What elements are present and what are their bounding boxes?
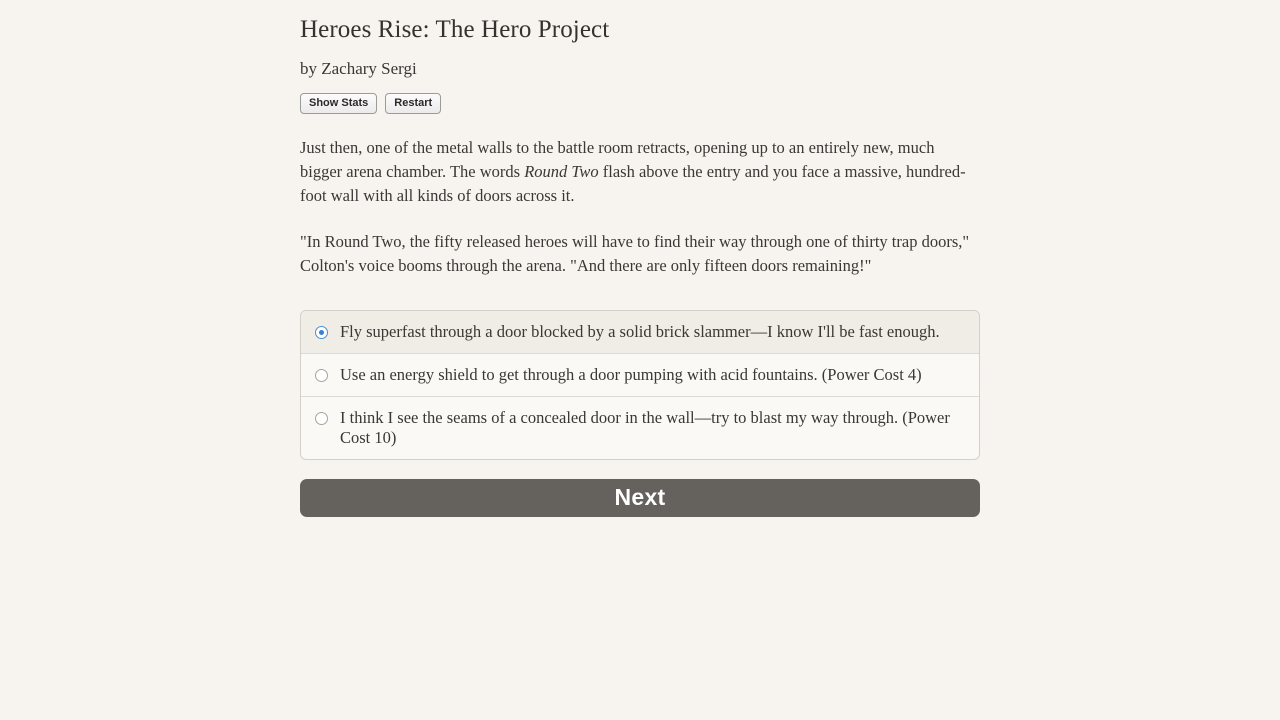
story-paragraph — [300, 208, 980, 278]
toolbar — [300, 93, 980, 114]
choice-label: Use an energy shield to get through a door pumping with acid fountains. (Power Cost 4) — [340, 364, 922, 384]
radio-button-icon[interactable] — [315, 326, 328, 339]
story-paragraph — [300, 114, 980, 208]
choice-label: Fly superfast through a door blocked by a solid brick slammer—I know I'll be fast enough. — [340, 321, 940, 341]
radio-button-icon[interactable] — [315, 412, 328, 425]
story-text — [300, 114, 980, 278]
story-text-run: flash above the entry and you face a massive, hundred-foot wall with all kinds of doors across it. — [300, 161, 966, 205]
choice-option[interactable] — [301, 311, 979, 354]
author-byline: by Zachary Sergi — [300, 58, 417, 78]
story-emphasis: Round Two — [524, 161, 599, 181]
choice-option[interactable] — [301, 354, 979, 397]
restart-button[interactable]: Restart — [385, 93, 441, 114]
choice-option[interactable] — [301, 397, 979, 459]
page-title: Heroes Rise: The Hero Project — [300, 16, 610, 43]
next-button[interactable]: Next — [300, 479, 980, 517]
story-text-run: Just then, one of the metal walls to the battle room retracts, opening up to an entirely new, much bigger arena chamber. The words — [300, 137, 935, 181]
game-container — [300, 0, 980, 517]
story-text-run: "In Round Two, the fifty released heroes will have to find their way through one of thirty trap doors," Colton's voice booms through the arena. "And there are only fifteen doors remaining!" — [300, 231, 970, 275]
choice-list — [300, 310, 980, 460]
show-stats-button[interactable]: Show Stats — [300, 93, 377, 114]
choice-label: I think I see the seams of a concealed door in the wall—try to blast my way through. (Power Cost 10) — [340, 407, 950, 447]
radio-button-icon[interactable] — [315, 369, 328, 382]
